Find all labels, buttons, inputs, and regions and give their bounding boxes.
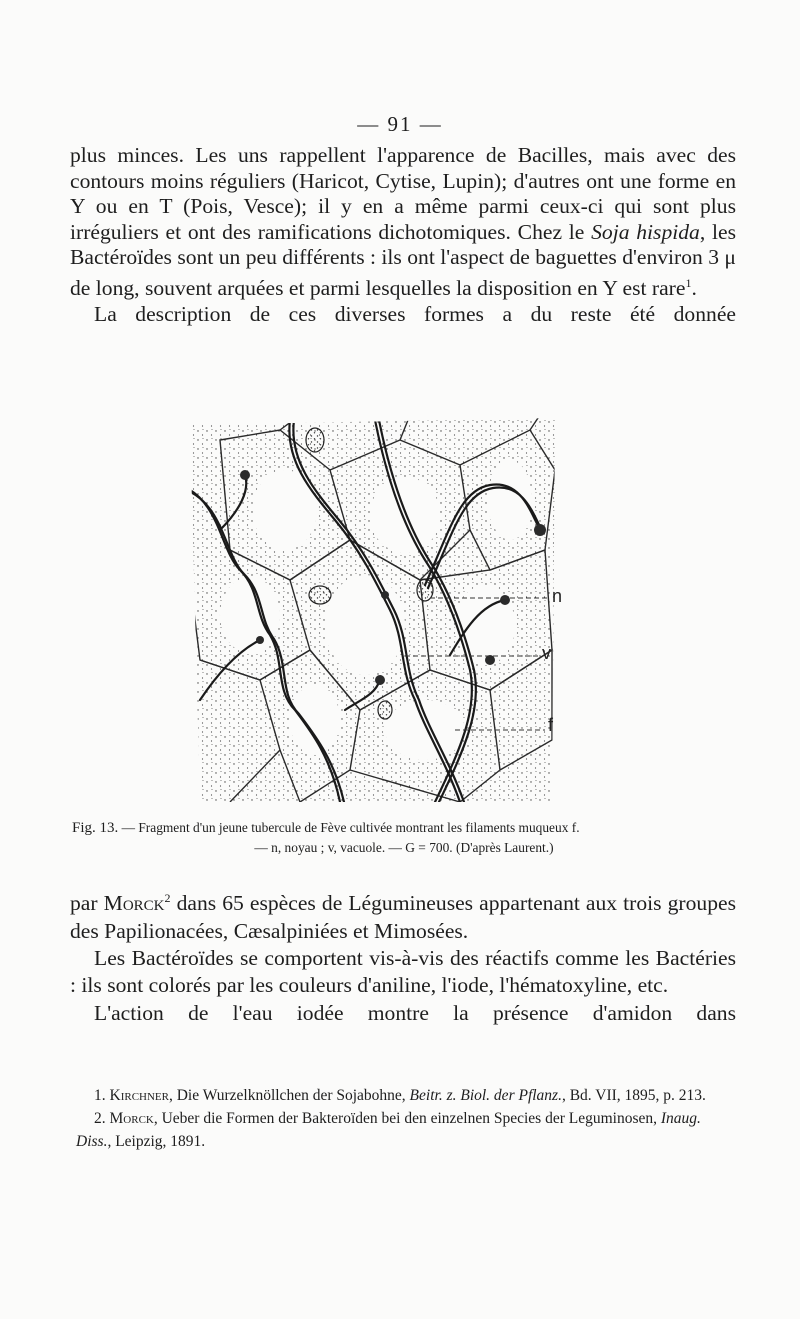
caption-line-1: — Fragment d'un jeune tubercule de Fève cultivée montrant les filaments muqueux f. (118, 820, 580, 835)
footnotes (76, 1084, 736, 1153)
footnote-1-number: 1. (94, 1087, 106, 1104)
footnote-2-author: Morck (109, 1110, 154, 1127)
footnote-1-author: Kirchner (109, 1087, 169, 1104)
paragraph-1-end: . (691, 276, 697, 301)
species-name: Soja hispida (591, 219, 700, 244)
footnote-1-text-b: , Bd. VII, 1895, p. 213. (561, 1087, 706, 1104)
paragraph-4: Les Bactéroïdes se comportent vis-à-vis des réactifs comme les Bactéries : ils sont colorés par les couleurs d'aniline, l'iode, l'hématoxyline, etc. (70, 946, 736, 998)
footnote-2 (76, 1107, 736, 1153)
paragraph-3-text-a: par (70, 891, 104, 916)
paragraph-3-text-b: dans 65 espèces de Légumineuses appartenant aux trois groupes des Papilionacées, Cæsalpiniées et Mimosées. (70, 891, 736, 943)
footnote-1-source: Beitr. z. Biol. der Pflanz. (409, 1087, 562, 1104)
label-f: f (548, 715, 554, 735)
footnote-2-text-a: , Ueber die Formen der Bakteroïden bei den einzelnen Species der Leguminosen, (153, 1110, 661, 1127)
figure-caption (72, 818, 736, 858)
footnote-1-text-a: , Die Wurzelknöllchen der Sojabohne, (168, 1087, 410, 1104)
paragraph-1 (70, 143, 736, 302)
microscope-drawing (160, 410, 580, 810)
figure-13-illustration (160, 410, 580, 810)
body-text-bottom (70, 885, 736, 1027)
body-text-top (70, 143, 736, 327)
page-number: — 91 — (357, 112, 443, 136)
footnote-2-text-b: , Leipzig, 1891. (107, 1133, 206, 1150)
paragraph-5: L'action de l'eau iodée montre la présence d'amidon dans (94, 1000, 736, 1025)
label-n: n (552, 586, 563, 606)
paragraph-1-text-a: plus minces. Les uns rappellent l'apparence de Bacilles, mais avec des contours moins réguliers (Haricot, Cytise, Lupin); d'autres ont une forme en Y ou en T (Pois, Vesce); il y en a même parmi ceux-ci qui sont plus irréguliers et ont des ramifications dichotomiques. Chez le (70, 143, 736, 244)
footnote-1 (76, 1084, 736, 1107)
footnote-2-source: Inaug. Diss. (76, 1110, 701, 1150)
footnote-ref-2: 2 (164, 891, 171, 905)
author-morck: Morck (103, 891, 165, 916)
caption-fig-number: Fig. 13. (72, 820, 119, 836)
paragraph-2: La description de ces diverses formes a du reste été donnée (94, 301, 736, 326)
label-v: v (542, 643, 551, 663)
caption-line-2: — n, noyau ; v, vacuole. — G = 700. (D'après Laurent.) (254, 840, 554, 855)
paragraph-3 (70, 885, 736, 945)
footnote-2-number: 2. (94, 1110, 106, 1127)
paragraph-1-text-b: , les Bactéroïdes sont un peu différents : ils ont l'aspect de baguettes d'environ 3 μ de long, souvent arquées et parmi lesquelles la disposition en Y est rare (70, 219, 737, 301)
footnote-ref-1: 1 (685, 275, 692, 290)
